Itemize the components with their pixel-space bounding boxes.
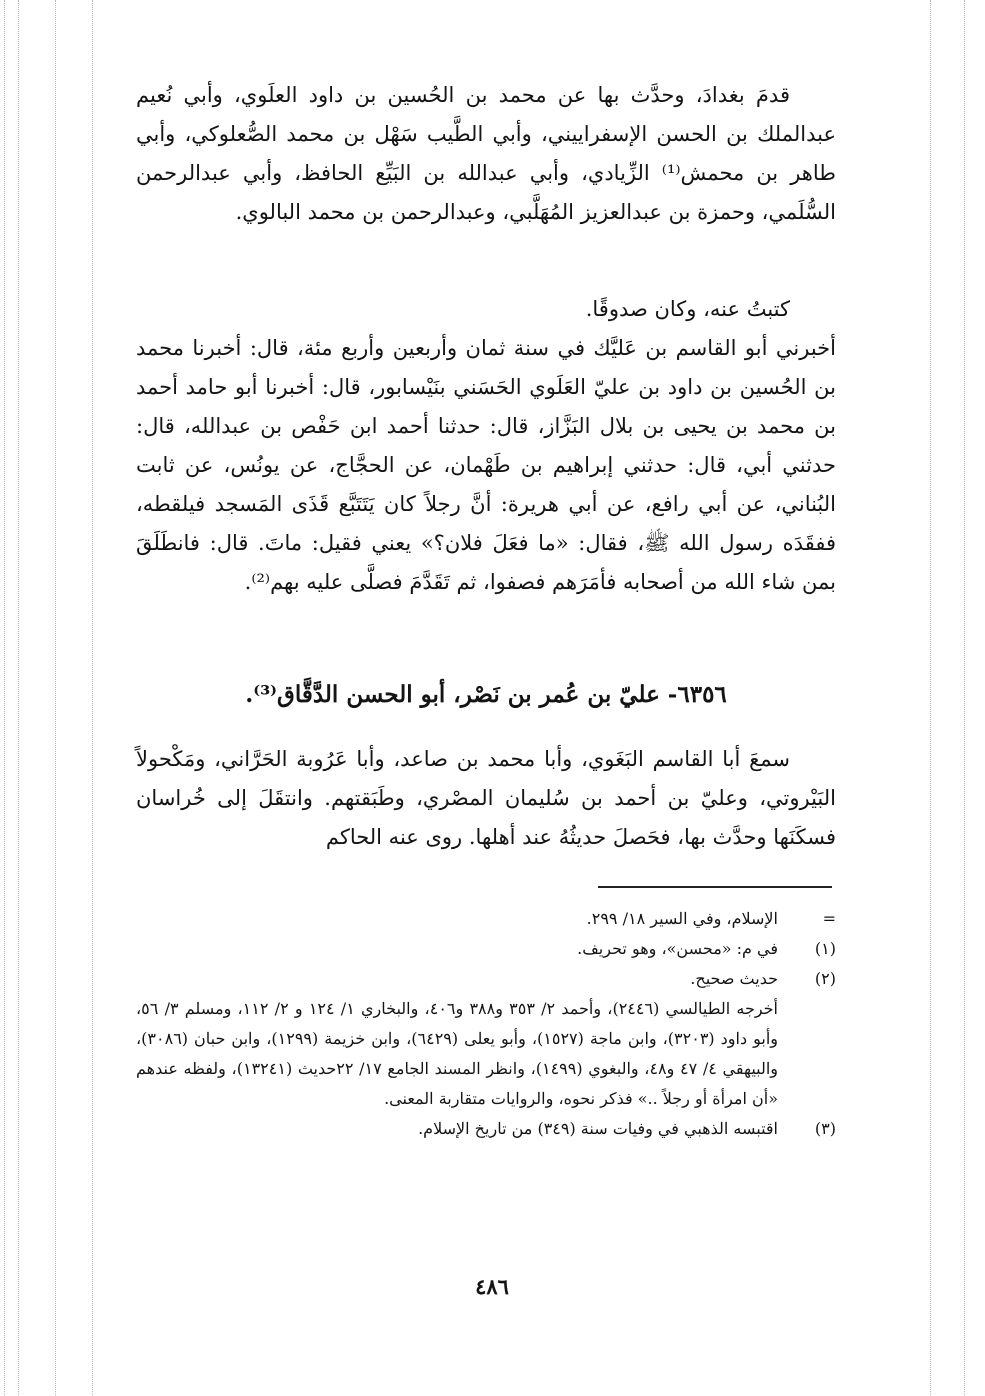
margin-guide [55,0,56,1396]
page-number: ٤٨٦ [475,1274,509,1299]
footnote-text: أخرجه الطيالسي (٢٤٤٦)، وأحمد ٢/ ٣٥٣ و٣٨٨ و٤٠٦، والبخاري ١/ ١٢٤ و ٢/ ١١٢، ومسلم ٣/ ٥٦، وأبو داود (٣٢٠٣)، وابن ماجة (١٥٢٧)، وأبو يعلى (٦٤٢٩)، وابن خزيمة (١٢٩٩)، وابن حبان (٣٠٨٦)، والبيهقي ٤/ ٤٧ و٤٨، والبغوي (١٤٩٩)، وانظر المسند الجامع ١٧/ ٢٢حديث (١٣٢٤١)، ولفظه عندهم «أن امرأة أو رجلاً ..» فذكر نحوه، والروايات متقاربة المعنى. [136,999,779,1108]
hadith-narration [136,290,836,602]
footnote-marker: = [822,909,836,928]
footnotes [136,904,836,1144]
margin-guide [18,0,19,1396]
footnote-separator [598,886,832,888]
footnote-text: اقتبسه الذهبي في وفيات سنة (٣٤٩) من تاريخ الإسلام. [418,1119,778,1138]
footnote [136,904,836,934]
footnote-marker: (٢) [814,969,836,988]
entry-heading: ٦٣٥٦- عليّ بن عُمر بن نَصْر، أبو الحسن الدَّقَّاق⁽³⁾. [245,681,727,708]
continued-biography [136,76,836,232]
footnote-marker: (١) [814,939,836,958]
footnote-text: حديث صحيح. [690,969,778,988]
margin-guide [92,0,93,1396]
footnote [136,1114,836,1144]
paragraph: سمعَ أبا القاسم البَغَوي، وأبا محمد بن صاعد، وأبا عَرُوبة الحَرَّاني، ومَكْحولاً البَيْروتي، وعليّ بن أحمد بن سُليمان المصْري، وطَبَقتهم. وانتقَلَ إلى خُراسان فسكَنَها وحدَّث بها، فحَصلَ حديثُهُ عند أهلها. روى عنه الحاكم [136,747,836,849]
footnote [136,934,836,964]
paragraph: كتبتُ عنه، وكان صدوقًا. [585,297,790,321]
paragraph: أخبرني أبو القاسم بن عَليَّك في سنة ثمان وأربعين وأربع مئة، قال: أخبرنا محمد بن الحُسين بن داود بن عليّ العَلَوي الحَسَني بنَيْسابور، قال: أخبرنا أبو حامد أحمد بن محمد بن يحيى بن بلال البَزَّاز، قال: حدثنا أحمد ابن حَفْص بن عبدالله، قال: حدثني أبي، قال: حدثني إبراهيم بن طَهْمان، عن الحجَّاج، عن يونُس، عن ثابت البُناني، عن أبي رافع، عن أبي هريرة: أنَّ رجلاً كان يَتَتَبَّع قَذَى المَسجد فيلقطه، ففقَدَه رسول الله ﷺ، فقال: «ما فعَلَ فلان؟» يعني فقيل: ماتَ. قال: فانطَلَقَ بمن شاء الله من أصحابه فأمَرَهم فصفوا، ثم تَقَدَّمَ فصلَّى عليه بهم⁽²⁾. [136,336,836,594]
footnote-text: الإسلام، وفي السير ١٨/ ٢٩٩. [586,909,778,928]
entry-body [136,740,836,857]
margin-guide [930,0,931,1396]
margin-guide [4,0,5,1396]
margin-guide [964,0,965,1396]
footnote [136,994,836,1114]
footnote-text: في م: «محسن»، وهو تحريف. [577,939,778,958]
paragraph: قدمَ بغدادَ، وحدَّث بها عن محمد بن الحُسين بن داود العلَوي، وأبي نُعيم عبدالملك بن الحسن الإسفراييني، وأبي الطَّيب سَهْل بن محمد الصُّعلوكي، وأبي طاهر بن محمش⁽¹⁾ الزِّيادي، وأبي عبدالله بن البَيِّع الحافظ، وأبي عبدالرحمن السُّلَمي، وحمزة بن عبدالعزيز المُهَلَّبي، وعبدالرحمن بن محمد البالوي. [136,83,837,224]
footnote [136,964,836,994]
footnote-marker: (٣) [814,1119,836,1138]
